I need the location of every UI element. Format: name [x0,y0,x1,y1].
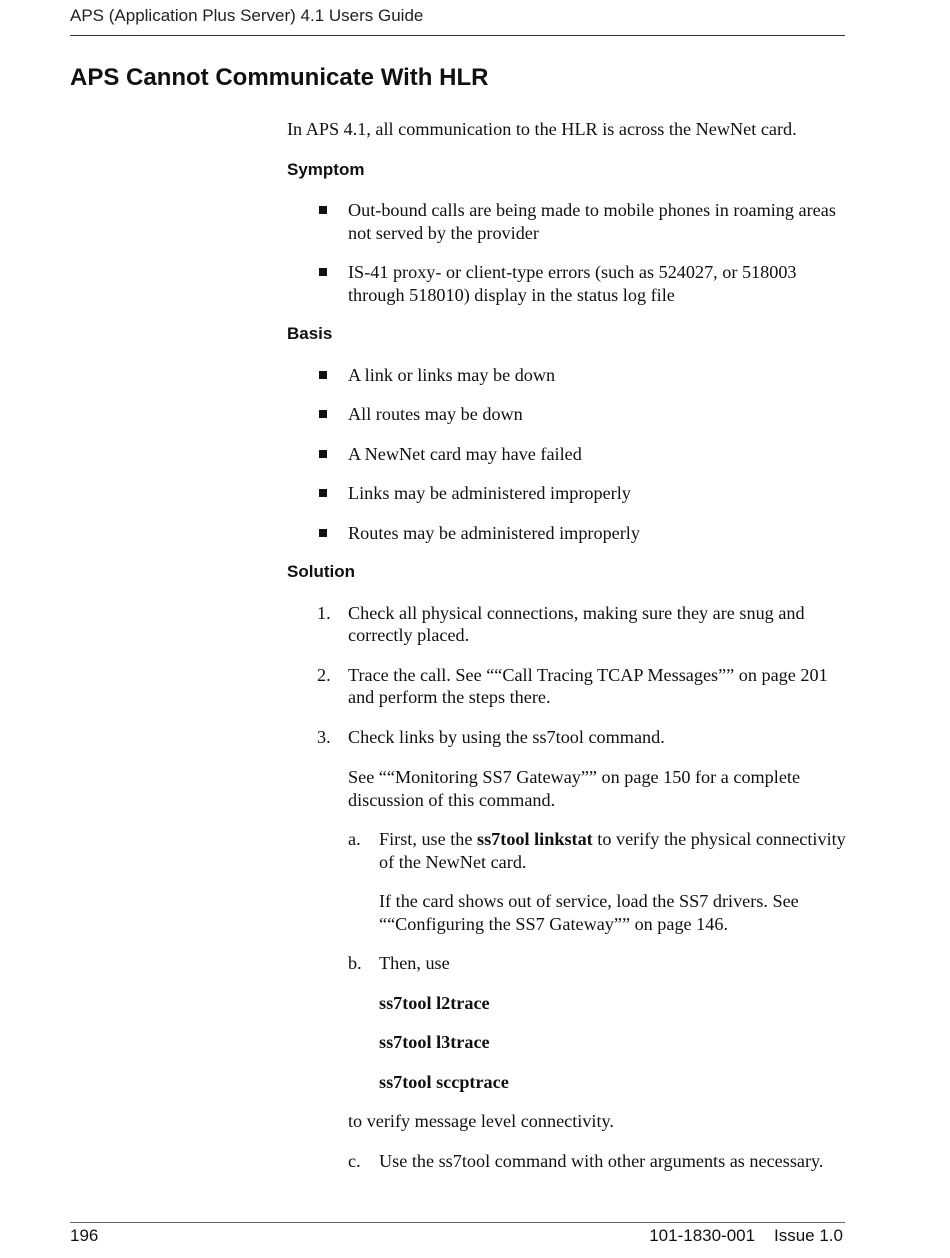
square-bullet-icon [319,450,327,458]
substep-b-text: Then, use [379,953,450,973]
issue-label: Issue 1.0 [774,1226,843,1245]
substep-a-text-after: to verify the physical connectivity of the NewNet card. [379,829,846,872]
basis-item-text: All routes may be down [348,404,523,424]
basis-item [287,443,847,466]
symptom-item-text: Out-bound calls are being made to mobile phones in roaming areas not served by the provider [348,200,836,243]
symptom-item [287,261,847,306]
step-3-see-reference: See ““Monitoring SS7 Gateway”” on page 150 for a complete discussion of this command. [348,767,801,810]
substep-a-command: ss7tool linkstat [477,829,593,849]
substep-letter: a. [348,829,361,849]
substep-c [287,1150,847,1173]
page-title: APS Cannot Communicate With HLR [70,64,489,91]
basis-item [287,482,847,505]
running-head: APS (Application Plus Server) 4.1 Users Guide [70,6,424,25]
command-sccptrace: ss7tool sccptrace [379,1071,509,1092]
symptom-heading: Symptom [287,159,365,179]
document-id [649,1226,843,1246]
substep-c-text: Use the ss7tool command with other arguments as necessary. [379,1150,824,1171]
document-number: 101-1830-001 [649,1226,756,1245]
symptom-item [287,199,847,244]
square-bullet-icon [319,371,327,379]
basis-item [287,403,847,426]
content-column [287,118,847,1189]
footer-rule [70,1222,845,1223]
substep-a [287,828,847,873]
solution-step-3 [287,726,847,812]
substep-a-note: If the card shows out of service, load the SS7 drivers. See ““Configuring the SS7 Gateway”” on page 146. [379,891,799,934]
command-l3trace: ss7tool l3trace [379,1032,490,1052]
solution-heading: Solution [287,562,355,581]
substep-letter: b. [348,953,362,973]
intro-paragraph: In APS 4.1, all communication to the HLR is across the NewNet card. [287,119,797,139]
basis-item [287,364,847,387]
command-l2trace: ss7tool l2trace [379,992,490,1013]
step-number: 1. [317,602,331,623]
step-number: 3. [317,726,331,747]
basis-item-text: A NewNet card may have failed [348,443,582,464]
step-text: Trace the call. See ““Call Tracing TCAP Messages”” on page 201 and perform the steps there. [348,664,828,707]
square-bullet-icon [319,489,327,497]
square-bullet-icon [319,206,327,214]
step-text: Check links by using the ss7tool command. [348,726,665,747]
step-number: 2. [317,664,331,685]
step-text: Check all physical connections, making sure they are snug and correctly placed. [348,602,805,645]
solution-step-1 [287,602,847,647]
substep-letter: c. [348,1150,361,1171]
substep-a-text-before: First, use the [379,829,478,849]
substep-b-after: to verify message level connectivity. [348,1111,614,1131]
square-bullet-icon [319,268,327,276]
page-number: 196 [70,1226,99,1245]
basis-heading: Basis [287,324,333,343]
basis-item-text: Links may be administered improperly [348,483,631,503]
solution-step-2 [287,664,847,709]
square-bullet-icon [319,529,327,537]
basis-item-text: A link or links may be down [348,364,556,385]
basis-item [287,522,847,545]
header-rule [70,35,845,36]
substep-b [287,952,847,975]
square-bullet-icon [319,410,327,418]
basis-item-text: Routes may be administered improperly [348,522,640,543]
symptom-item-text: IS-41 proxy- or client-type errors (such as 524027, or 518003 through 518010) display in the status log file [348,262,797,305]
